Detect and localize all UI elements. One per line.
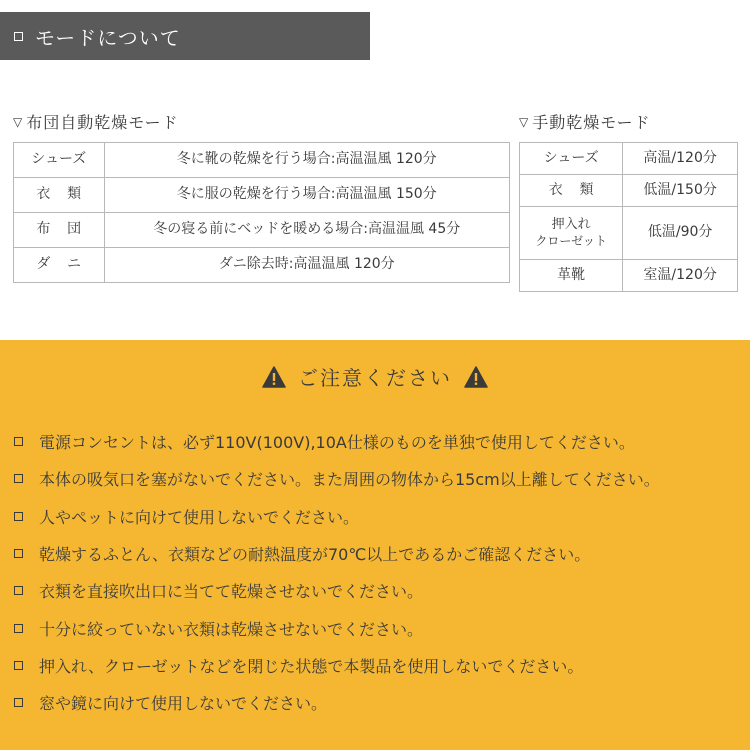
square-bullet-icon [14,661,23,670]
list-item: 乾燥するふとん、衣類などの耐熱温度が70℃以上であるかご確認ください。 [14,535,744,572]
manual-mode-title: 手動乾燥モード [532,113,651,132]
list-item: 人やペットに向けて使用しないでください。 [14,498,744,535]
list-item: 衣類を直接吹出口に当てて乾燥させないでください。 [14,572,744,609]
manual-row-label: シューズ [520,143,623,175]
auto-row-label: シューズ [14,143,105,178]
square-bullet-icon [14,698,23,707]
table-row [14,248,510,283]
table-row [14,178,510,213]
auto-mode-table [13,142,510,283]
square-bullet-icon [14,437,23,446]
auto-row-desc: 冬に服の乾燥を行う場合:高温温風 150分 [104,178,510,213]
caution-list [14,423,744,721]
square-bullet-icon [14,512,23,521]
manual-row-value: 高温/120分 [623,143,738,175]
table-row [520,260,738,292]
triangle-down-icon: ▽ [519,114,530,129]
auto-row-label: 衣類 [14,178,105,213]
table-row [520,207,738,260]
manual-row-value: 低温/150分 [623,175,738,207]
manual-row-value: 低温/90分 [623,207,738,260]
auto-row-label: ダニ [14,248,105,283]
warning-icon [464,366,488,388]
manual-row-label: 押入れ クローゼット [520,207,623,260]
manual-mode-table [519,142,738,292]
manual-mode-heading [519,110,651,133]
list-item: 押入れ、クローゼットなどを閉じた状態で本製品を使用しないでください。 [14,647,744,684]
square-bullet-icon [14,474,23,483]
manual-row-label: 衣類 [520,175,623,207]
list-item: 十分に絞っていない衣類は乾燥させないでください。 [14,609,744,646]
warning-icon [262,366,286,388]
auto-row-desc: ダニ除去時:高温温風 120分 [104,248,510,283]
manual-row-value: 室温/120分 [623,260,738,292]
list-item: 本体の吸気口を塞がないでください。また周囲の物体から15cm以上離してください。 [14,460,744,497]
table-row [14,143,510,178]
triangle-down-icon: ▽ [13,114,24,129]
square-bullet-icon [14,549,23,558]
auto-row-desc: 冬の寝る前にベッドを暖める場合:高温温風 45分 [104,213,510,248]
square-bullet-icon [14,32,23,41]
section-header-title: モードについて [35,25,181,50]
caution-section [0,340,750,750]
square-bullet-icon [14,624,23,633]
caution-heading [0,362,750,391]
manual-row-label: 革靴 [520,260,623,292]
list-item: 電源コンセントは、必ず110V(100V),10A仕様のものを単独で使用してください。 [14,423,744,460]
auto-mode-heading [13,110,179,133]
table-row [520,143,738,175]
square-bullet-icon [14,586,23,595]
list-item: 窓や鏡に向けて使用しないでください。 [14,684,744,721]
auto-row-label: 布団 [14,213,105,248]
auto-row-desc: 冬に靴の乾燥を行う場合:高温温風 120分 [104,143,510,178]
section-header [0,12,370,60]
caution-title: ご注意ください [298,366,452,390]
table-row [520,175,738,207]
auto-mode-title: 布団自動乾燥モード [26,113,179,132]
table-row [14,213,510,248]
